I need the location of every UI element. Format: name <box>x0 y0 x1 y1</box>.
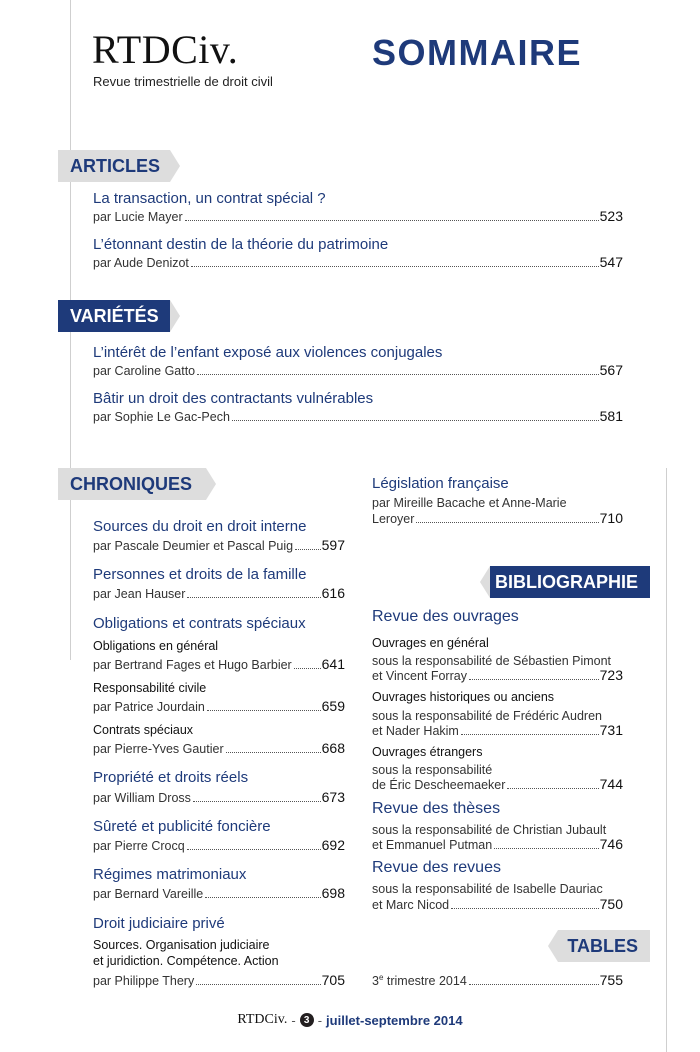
toc-line[interactable] <box>372 667 623 683</box>
toc-line[interactable] <box>372 776 623 792</box>
section-label: CHRONIQUES <box>70 473 193 494</box>
footer-date: juillet-septembre 2014 <box>326 1012 463 1028</box>
toc-line[interactable] <box>93 698 345 714</box>
section-tab-varietes <box>58 300 170 332</box>
byline: par Sophie Le Gac-Pech <box>93 410 230 424</box>
toc-line[interactable] <box>372 972 623 988</box>
responsibility-line: de Éric Descheemaeker <box>372 778 506 792</box>
leader-dots <box>416 521 598 523</box>
byline: par Pierre Crocq <box>93 839 185 853</box>
responsibility-line: sous la responsabilité de Frédéric Audren <box>372 709 602 723</box>
leader-dots <box>197 373 599 375</box>
chronique-title[interactable]: Personnes et droits de la famille <box>93 566 307 583</box>
bibliography-title[interactable]: Revue des revues <box>372 859 501 876</box>
section-tab-chroniques <box>58 468 206 500</box>
section-tab-articles <box>58 150 170 182</box>
byline: par Pierre-Yves Gautier <box>93 742 224 756</box>
chronique-title[interactable]: Sources du droit en droit interne <box>93 518 307 535</box>
chronique-title[interactable]: Propriété et droits réels <box>93 769 249 786</box>
byline: par Philippe Thery <box>93 974 195 988</box>
bibliography-title[interactable]: Revue des thèses <box>372 800 501 817</box>
byline: par Jean Hauser <box>93 587 186 601</box>
page-number: 673 <box>321 789 345 805</box>
section-label: VARIÉTÉS <box>70 305 159 326</box>
section-tab-bibliographie <box>490 566 650 598</box>
trimestre-ordinal: e <box>378 972 384 982</box>
responsibility-line: et Vincent Forray <box>372 669 467 683</box>
page-number: 744 <box>599 776 623 792</box>
leader-dots <box>507 787 598 789</box>
chronique-title[interactable]: Sûreté et publicité foncière <box>93 818 271 835</box>
bibliography-subtitle: Ouvrages étrangers <box>372 745 483 759</box>
leader-dots <box>193 800 321 802</box>
article-title[interactable]: L’intérêt de l’enfant exposé aux violences conjugales <box>93 344 443 361</box>
page-number: 597 <box>321 537 345 553</box>
journal-title: RTDCiv. <box>92 27 239 72</box>
article-title[interactable]: La transaction, un contrat spécial ? <box>93 190 326 207</box>
section-label: TABLES <box>567 935 638 956</box>
leader-dots <box>196 983 320 985</box>
leader-dots <box>205 896 320 898</box>
leader-dots <box>187 596 320 598</box>
section-label: ARTICLES <box>70 155 160 176</box>
footer-journal: RTDCiv. <box>237 1012 288 1027</box>
section-tab-tables <box>558 930 650 962</box>
page-number: 723 <box>599 667 623 683</box>
responsibility-line: sous la responsabilité de Christian Jubault <box>372 823 607 837</box>
toc-line[interactable] <box>93 585 345 601</box>
trimestre-text: trimestre 2014 <box>383 974 467 988</box>
section-label: BIBLIOGRAPHIE <box>494 571 638 592</box>
responsibility-line: sous la responsabilité de Isabelle Dauriac <box>372 882 603 896</box>
byline: par Caroline Gatto <box>93 364 196 378</box>
leader-dots <box>185 219 599 221</box>
leader-dots <box>494 847 598 849</box>
page-number: 641 <box>321 656 345 672</box>
leader-dots <box>469 983 599 985</box>
byline: par William Dross <box>93 791 191 805</box>
toc-line[interactable] <box>93 362 623 378</box>
page-number: 523 <box>599 208 623 224</box>
toc-line[interactable] <box>372 510 623 526</box>
toc-line[interactable] <box>93 972 345 988</box>
page-number: 746 <box>599 836 623 852</box>
toc-line[interactable] <box>372 896 623 912</box>
page-number: 581 <box>599 408 623 424</box>
byline: par Bernard Vareille <box>93 887 204 901</box>
leader-dots <box>451 907 599 909</box>
toc-line[interactable] <box>372 836 623 852</box>
page-number: 705 <box>321 972 345 988</box>
leader-dots <box>226 751 321 753</box>
chronique-subtitle: et juridiction. Compétence. Action <box>93 954 279 968</box>
chronique-title[interactable]: Obligations et contrats spéciaux <box>93 615 306 632</box>
right-margin-rule <box>666 468 667 1052</box>
page-footer <box>0 1012 700 1028</box>
byline: par Pascale Deumier et Pascal Puig <box>93 539 294 553</box>
chronique-subtitle: Obligations en général <box>93 639 219 653</box>
trimestre-label <box>372 973 467 988</box>
toc-line[interactable] <box>93 789 345 805</box>
toc-line[interactable] <box>93 885 345 901</box>
leader-dots <box>295 548 321 550</box>
bibliography-title[interactable]: Revue des ouvrages <box>372 608 519 625</box>
leader-dots <box>294 667 321 669</box>
byline: par Aude Denizot <box>93 256 189 270</box>
page-number: 692 <box>321 837 345 853</box>
toc-line[interactable] <box>93 837 345 853</box>
bibliography-subtitle: Ouvrages en général <box>372 636 489 650</box>
chronique-subtitle: Responsabilité civile <box>93 681 207 695</box>
page-number: 698 <box>321 885 345 901</box>
footer-page-number: 3 <box>300 1013 314 1027</box>
responsibility-line: sous la responsabilité de Sébastien Pimont <box>372 654 612 668</box>
page-number: 616 <box>321 585 345 601</box>
chronique-subtitle: Contrats spéciaux <box>93 723 194 737</box>
article-title[interactable]: L’étonnant destin de la théorie du patrimoine <box>93 236 389 253</box>
page-number: 547 <box>599 254 623 270</box>
page-number: 659 <box>321 698 345 714</box>
footer-separator: - <box>291 1012 296 1028</box>
byline: par Patrice Jourdain <box>93 700 205 714</box>
page-number: 731 <box>599 722 623 738</box>
page-number: 710 <box>599 510 623 526</box>
responsibility-line: et Emmanuel Putman <box>372 838 493 852</box>
responsibility-line: et Nader Hakim <box>372 724 459 738</box>
leader-dots <box>191 265 599 267</box>
toc-line[interactable] <box>93 408 623 424</box>
toc-line[interactable] <box>93 208 623 224</box>
toc-line[interactable] <box>93 254 623 270</box>
chronique-title[interactable]: Droit judiciaire privé <box>93 915 225 932</box>
leader-dots <box>469 678 599 680</box>
footer-separator: - <box>317 1012 323 1028</box>
page-title: SOMMAIRE <box>372 32 582 73</box>
chronique-subtitle: Sources. Organisation judiciaire <box>93 938 270 952</box>
page-number: 668 <box>321 740 345 756</box>
responsibility-line: et Marc Nicod <box>372 898 450 912</box>
page-number: 750 <box>599 896 623 912</box>
leader-dots <box>187 848 321 850</box>
byline: par Mireille Bacache et Anne-Marie <box>372 496 567 510</box>
journal-subtitle: Revue trimestrielle de droit civil <box>93 74 273 89</box>
chronique-title[interactable]: Régimes matrimoniaux <box>93 866 247 883</box>
bibliography-subtitle: Ouvrages historiques ou anciens <box>372 690 555 704</box>
toc-line[interactable] <box>93 656 345 672</box>
leader-dots <box>207 709 321 711</box>
responsibility-line: sous la responsabilité <box>372 763 493 777</box>
toc-line[interactable] <box>93 537 345 553</box>
toc-line[interactable] <box>93 740 345 756</box>
byline: par Lucie Mayer <box>93 210 183 224</box>
article-title[interactable]: Bâtir un droit des contractants vulnérables <box>93 390 374 407</box>
chronique-title[interactable]: Législation française <box>372 475 509 492</box>
leader-dots <box>232 419 599 421</box>
trimestre-number: 3 <box>372 974 379 988</box>
page-number: 755 <box>599 972 623 988</box>
toc-line[interactable] <box>372 722 623 738</box>
page-number: 567 <box>599 362 623 378</box>
leader-dots <box>461 733 599 735</box>
byline: Leroyer <box>372 512 415 526</box>
byline: par Bertrand Fages et Hugo Barbier <box>93 658 292 672</box>
